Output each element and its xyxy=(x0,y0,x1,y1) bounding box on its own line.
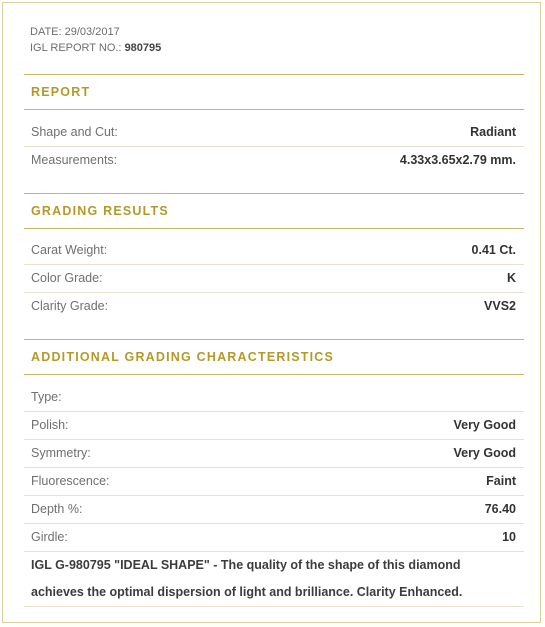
row-label: Clarity Grade: xyxy=(31,299,109,313)
row-value: 76.40 xyxy=(484,502,516,516)
row-polish xyxy=(31,411,516,439)
row-value: VVS2 xyxy=(484,299,516,313)
divider xyxy=(24,339,524,340)
report-number-line xyxy=(30,40,161,56)
row-value: Radiant xyxy=(470,125,516,139)
date-line xyxy=(30,24,161,40)
row-label: Symmetry: xyxy=(31,446,91,460)
shape-quality-note: IGL G-980795 "IDEAL SHAPE" - The quality of the shape of this diamond achieves the optimal dispersion of light and brilliance. Clarity Enhanced. xyxy=(31,558,463,599)
divider xyxy=(24,374,524,375)
row-label: Depth %: xyxy=(31,502,83,516)
row-value: Very Good xyxy=(453,418,516,432)
report-number-value: 980795 xyxy=(124,42,162,54)
row-type xyxy=(31,383,516,411)
report-meta xyxy=(30,24,161,56)
divider xyxy=(24,228,524,229)
row-label: Color Grade: xyxy=(31,271,103,285)
row-label: Polish: xyxy=(31,418,69,432)
divider xyxy=(24,74,524,75)
row-value: K xyxy=(506,271,516,285)
row-value: 0.41 Ct. xyxy=(471,243,516,257)
divider xyxy=(24,193,524,194)
section-title-additional: ADDITIONAL GRADING CHARACTERISTICS xyxy=(31,350,335,364)
row-value: 10 xyxy=(502,530,516,544)
row-label: Carat Weight: xyxy=(31,243,108,257)
divider xyxy=(24,109,524,110)
date-label: DATE: xyxy=(30,26,62,38)
row-value: 4.33x3.65x2.79 mm. xyxy=(399,153,516,167)
row-value: Very Good xyxy=(453,446,516,460)
row-carat-weight xyxy=(31,236,516,264)
date-value: 29/03/2017 xyxy=(64,26,120,38)
row-label: Measurements: xyxy=(31,153,118,167)
row-shape-and-cut xyxy=(31,118,516,146)
row-depth xyxy=(31,495,516,523)
section-title-report: REPORT xyxy=(31,85,91,99)
row-clarity-grade xyxy=(31,292,516,320)
row-label: Shape and Cut: xyxy=(31,125,118,139)
row-measurements xyxy=(31,146,516,174)
row-girdle xyxy=(31,523,516,551)
row-label: Fluorescence: xyxy=(31,474,110,488)
row-label: Type: xyxy=(31,390,62,404)
row-divider xyxy=(24,606,524,607)
section-title-grading: GRADING RESULTS xyxy=(31,204,169,218)
row-label: Girdle: xyxy=(31,530,68,544)
row-value: Faint xyxy=(486,474,516,488)
row-color-grade xyxy=(31,264,516,292)
report-number-label: IGL REPORT NO.: xyxy=(30,42,122,54)
row-symmetry xyxy=(31,439,516,467)
row-fluorescence xyxy=(31,467,516,495)
